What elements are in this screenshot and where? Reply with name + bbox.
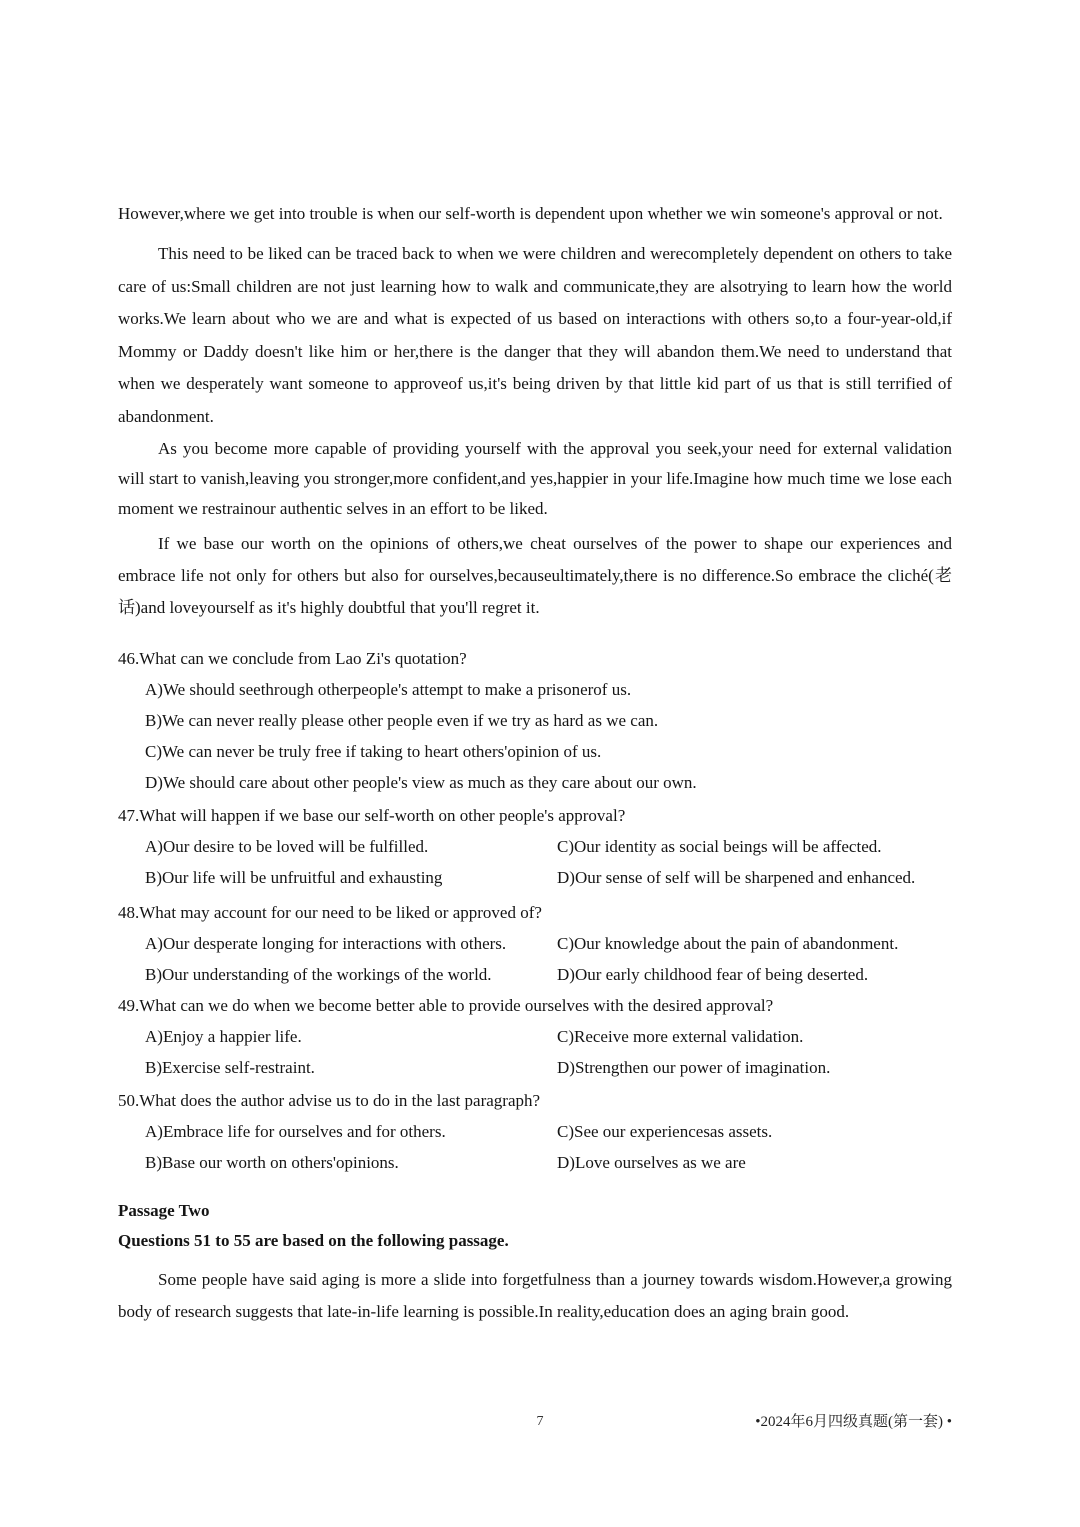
question-49 (118, 990, 952, 1083)
page-number: 7 (536, 1414, 544, 1429)
answer-option: A)Enjoy a happier life. (145, 1027, 302, 1046)
passage-paragraph: Some people have said aging is more a slide into forgetfulness than a journey towards wisdom.However,a growing body of research suggests that late-in-life learning is possible.In reality,education does an aging brain good. (118, 1270, 952, 1321)
answer-option: D)Our early childhood fear of being deserted. (557, 965, 869, 984)
question-50 (118, 1085, 952, 1178)
option-row (145, 959, 952, 990)
question-stem (118, 800, 952, 831)
question-stem (118, 990, 952, 1021)
question-number: 47. (118, 806, 140, 825)
answer-option: D)Strengthen our power of imagination. (557, 1058, 831, 1077)
question-text: What does the author advise us to do in the last paragraph? (139, 1091, 541, 1110)
option-row (145, 1116, 952, 1147)
answer-option: A)We should seethrough otherpeople's attempt to make a prisonerof us. (145, 680, 632, 699)
passage-two-heading: Passage Two (118, 1201, 210, 1220)
question-number: 50. (118, 1091, 140, 1110)
option-row (145, 1021, 952, 1052)
passage-paragraph: This need to be liked can be traced back to when we were children and werecompletely dependent on others to take care of us:Small children are not just learning how to walk and communicate,they are alsotrying to learn how the world works.We learn about who we are and what is expected of us based on interactions with others so,to a four-year-old,if Mommy or Daddy doesn't like him or her,there is the danger that they will abandon them.We need to understand that when we desperately want someone to approveof us,it's being driven by that little kid part of us that is still terrified of abandonment. (118, 244, 952, 426)
answer-option: C)Receive more external validation. (557, 1027, 804, 1046)
question-text: What may account for our need to be liked or approved of? (139, 903, 542, 922)
question-number: 46. (118, 649, 140, 668)
question-text: What will happen if we base our self-worth on other people's approval? (139, 806, 626, 825)
answer-option: B)Exercise self-restraint. (145, 1058, 315, 1077)
option-row (145, 1147, 952, 1178)
question-stem (118, 1085, 952, 1116)
answer-option: B)We can never really please other people even if we try as hard as we can. (145, 711, 659, 730)
answer-option: C)See our experiencesas assets. (557, 1122, 773, 1141)
question-46 (118, 643, 952, 798)
option-row (145, 862, 952, 893)
option-row (145, 831, 952, 862)
answer-option: A)Our desire to be loved will be fulfilled. (145, 837, 429, 856)
answer-option: D)We should care about other people's view as much as they care about our own. (145, 773, 697, 792)
question-text: What can we do when we become better able to provide ourselves with the desired approval? (139, 996, 774, 1015)
question-number: 48. (118, 903, 140, 922)
option-row (145, 1052, 952, 1083)
question-number: 49. (118, 996, 140, 1015)
passage-two-directions: Questions 51 to 55 are based on the following passage. (118, 1231, 509, 1250)
exam-source-label: •2024年6月四级真题(第一套) • (755, 1414, 952, 1430)
passage-paragraph: If we base our worth on the opinions of others,we cheat ourselves of the power to shape our experiences and embrace life not only for others but also for ourselves,becauseultimately,there is no difference.So embrace the cliché(老话)and loveyourself as it's highly doubtful that you'll regret it. (118, 534, 952, 617)
question-48 (118, 897, 952, 990)
answer-option: B)Our life will be unfruitful and exhausting (145, 868, 443, 887)
answer-option: B)Our understanding of the workings of the world. (145, 965, 492, 984)
question-stem (118, 897, 952, 928)
passage-paragraph: However,where we get into trouble is when our self-worth is dependent upon whether we win someone's approval or not. (118, 204, 943, 223)
passage-paragraph: As you become more capable of providing yourself with the approval you seek,your need for external validation will start to vanish,leaving you stronger,more confident,and yes,happier in your life.Imagine how much time we lose each moment we restrainour authentic selves in an effort to be liked. (118, 439, 952, 518)
answer-option: A)Embrace life for ourselves and for others. (145, 1122, 446, 1141)
answer-option: C)Our knowledge about the pain of abandonment. (557, 934, 899, 953)
question-stem (118, 643, 952, 674)
answer-option: C)We can never be truly free if taking to heart others'opinion of us. (145, 742, 602, 761)
option-row (145, 928, 952, 959)
answer-option: C)Our identity as social beings will be affected. (557, 837, 882, 856)
question-47 (118, 800, 952, 893)
question-text: What can we conclude from Lao Zi's quotation? (139, 649, 467, 668)
answer-option: A)Our desperate longing for interactions with others. (145, 934, 507, 953)
answer-option: D)Our sense of self will be sharpened and enhanced. (557, 868, 916, 887)
answer-option: B)Base our worth on others'opinions. (145, 1153, 399, 1172)
answer-option: D)Love ourselves as we are (557, 1153, 746, 1172)
